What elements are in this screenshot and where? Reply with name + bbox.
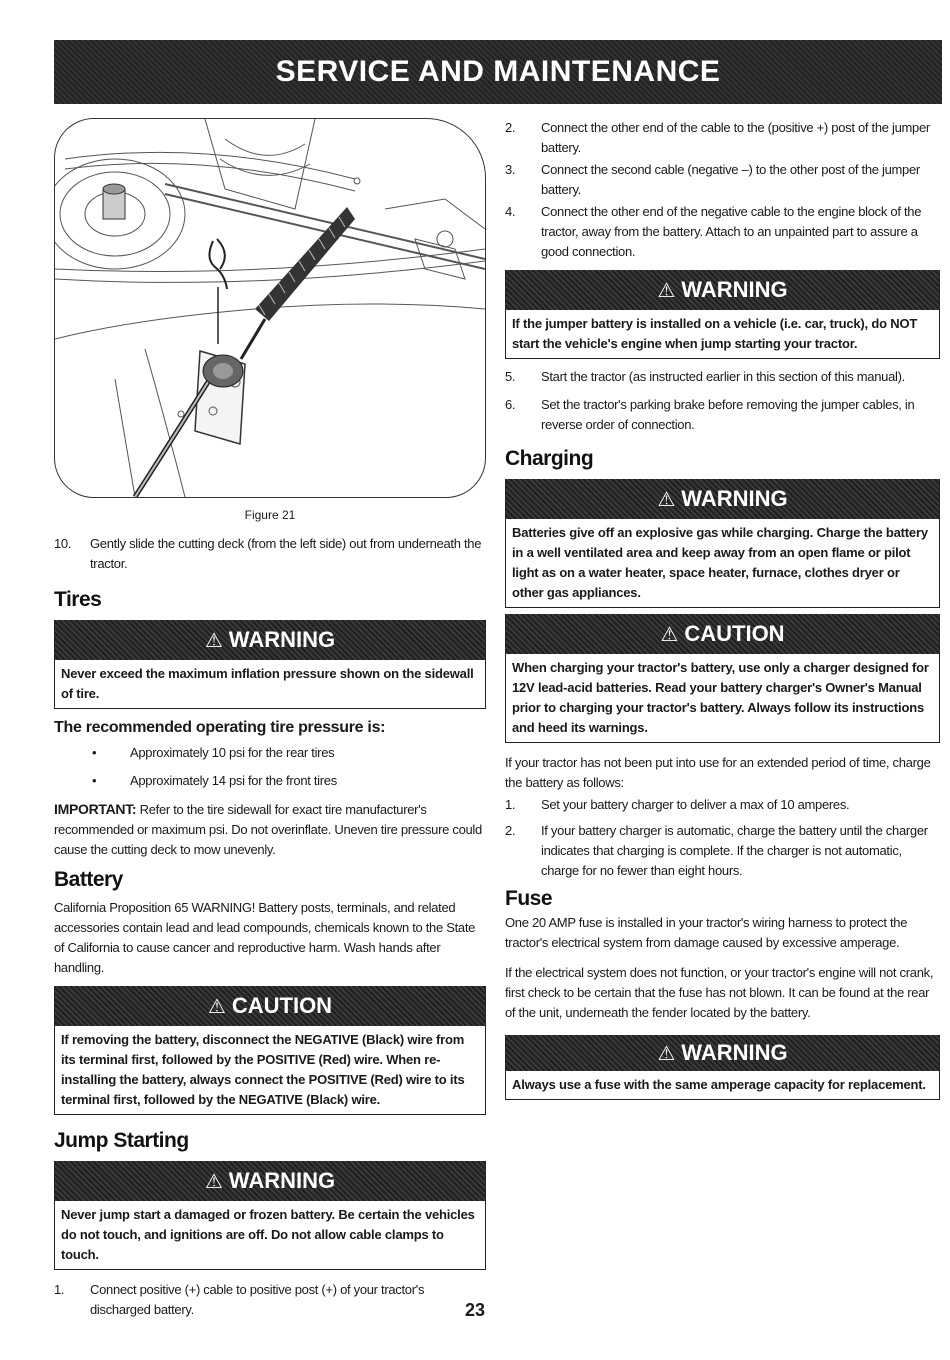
- charging-step-2: [505, 821, 940, 881]
- warning-triangle-icon: ⚠: [204, 1170, 223, 1193]
- figure-caption: Figure 21: [244, 508, 296, 522]
- warning-triangle-icon: ⚠: [660, 623, 679, 646]
- step-number: 1.: [54, 1282, 65, 1297]
- fuse-heading: Fuse: [505, 887, 553, 910]
- warning-header: [55, 620, 485, 660]
- charging-intro: If your tractor has not been put into use for an extended period of time, charge the battery as follows:: [505, 755, 931, 790]
- step-text: Set your battery charger to deliver a max of 10 amperes.: [541, 797, 850, 812]
- step-text: Gently slide the cutting deck (from the left side) out from underneath the tractor.: [90, 536, 482, 571]
- tires-heading: Tires: [54, 588, 102, 611]
- step-number: 3.: [505, 162, 516, 177]
- step-text: If your battery charger is automatic, charge the battery until the charger indicates that charging is complete. If the charger is not automatic, charge for no fewer than eight hours.: [541, 823, 928, 878]
- warning-header: [506, 270, 939, 310]
- list-item-text: Approximately 10 psi for the rear tires: [130, 745, 335, 760]
- warning-header: [506, 1035, 939, 1071]
- warning-triangle-icon: ⚠: [204, 629, 223, 652]
- warning-text: Never exceed the maximum inflation pressure shown on the sidewall of tire.: [61, 666, 474, 701]
- jump-starting-heading: Jump Starting: [54, 1129, 189, 1152]
- warning-triangle-icon: ⚠: [207, 995, 226, 1018]
- caution-header: [55, 986, 485, 1026]
- step-text: Connect the other end of the cable to the (positive +) post of the jumper battery.: [541, 120, 930, 155]
- warning-header: [55, 1161, 485, 1201]
- list-item: [54, 771, 486, 791]
- important-note: [54, 799, 486, 860]
- warning-text: Batteries give off an explosive gas while charging. Charge the battery in a well ventilated area and keep away from an open flame or pilot light as on a water heater, space heater, furnace, clothes dryer or other gas appliances.: [512, 525, 928, 600]
- caution-text: If removing the battery, disconnect the NEGATIVE (Black) wire from its terminal first, followed by the POSITIVE (Red) wire. When re-installing the battery, always connect the POSITIVE (Red) wire to its terminal first, followed by the NEGATIVE (Black) wire.: [61, 1032, 465, 1107]
- caution-text: When charging your tractor's battery, use only a charger designed for 12V lead-acid batteries. Read your battery charger's Owner's Manual prior to charging your tractor's battery. Always follow its instructions and heed its warnings.: [512, 660, 929, 735]
- list-item-text: Approximately 14 psi for the front tires: [130, 773, 337, 788]
- step-number: 2.: [505, 823, 516, 838]
- step-number: 4.: [505, 204, 516, 219]
- warning-label: WARNING: [681, 486, 788, 511]
- step-text: Start the tractor (as instructed earlier in this section of this manual).: [541, 369, 905, 384]
- warning-triangle-icon: ⚠: [657, 1042, 676, 1065]
- jump-step-5: [505, 367, 940, 387]
- step-text: Connect the other end of the negative cable to the engine block of the tractor, away from the battery. Attach to an unpainted part to assure a good connection.: [541, 204, 922, 259]
- left-column: [54, 534, 486, 1320]
- warning-label: WARNING: [228, 1168, 336, 1193]
- tire-pressure-list: [54, 743, 486, 791]
- battery-heading: Battery: [54, 868, 123, 891]
- warning-label: WARNING: [681, 1040, 788, 1065]
- step-text: Connect the second cable (negative –) to the other post of the jumper battery.: [541, 162, 920, 197]
- charging-step-1: [505, 795, 940, 815]
- warning-text: Always use a fuse with the same amperage capacity for replacement.: [512, 1077, 926, 1092]
- step-text: Connect positive (+) cable to positive post (+) of your tractor's discharged battery.: [90, 1282, 425, 1317]
- fuse-warning-box: [505, 1035, 940, 1100]
- page-number: 23: [464, 1300, 486, 1320]
- warning-label: WARNING: [681, 277, 788, 302]
- step-text: Set the tractor's parking brake before removing the jumper cables, in reverse order of connection.: [541, 397, 915, 432]
- battery-caution-box: [54, 986, 486, 1115]
- deck-spring-drawing: [55, 119, 485, 497]
- bullet-dot-icon: •: [92, 745, 97, 760]
- step-number: 2.: [505, 120, 516, 135]
- caution-label: CAUTION: [231, 993, 333, 1018]
- charging-heading: Charging: [505, 447, 594, 470]
- warning-triangle-icon: ⚠: [657, 279, 676, 302]
- list-item: [54, 743, 486, 763]
- section-title: SERVICE AND MAINTENANCE: [275, 55, 721, 88]
- jump-warning-box: [54, 1161, 486, 1270]
- important-label: IMPORTANT:: [54, 801, 137, 817]
- caution-header: [506, 614, 939, 654]
- step-number: 5.: [505, 369, 516, 384]
- step-number: 1.: [505, 797, 516, 812]
- fuse-paragraph-2: If the electrical system does not function, or your tractor's engine will not crank, first check to be certain that the fuse has not blown. It can be found at the rear of the unit, underneath the fender located by the battery.: [505, 965, 934, 1020]
- jump-step-2: [505, 118, 940, 158]
- warning-triangle-icon: ⚠: [657, 488, 676, 511]
- jump-step-6: [505, 395, 940, 435]
- step-number: 10.: [54, 536, 72, 551]
- step-number: 6.: [505, 397, 516, 412]
- bullet-dot-icon: •: [92, 773, 97, 788]
- warning-text: Never jump start a damaged or frozen battery. Be certain the vehicles do not touch, and ignitions are off. Do not allow cable clamps to touch.: [61, 1207, 475, 1262]
- tires-warning-box: [54, 620, 486, 709]
- warning-label: WARNING: [228, 627, 336, 652]
- section-banner: [54, 40, 942, 104]
- jump-step-3: [505, 160, 940, 200]
- step-10: [54, 534, 486, 574]
- jump-step-4: [505, 202, 940, 262]
- warning-text: If the jumper battery is installed on a vehicle (i.e. car, truck), do NOT start the vehicle's engine when jump starting your tractor.: [512, 316, 918, 351]
- figure-21-illustration: [54, 118, 486, 498]
- jumper-vehicle-warning-box: [505, 270, 940, 359]
- charging-caution-box: [505, 614, 940, 743]
- important-text: Refer to the tire sidewall for exact tire manufacturer's recommended or maximum psi. Do not overinflate. Uneven tire pressure could cause the cutting deck to mow unevenly.: [54, 802, 482, 857]
- caution-label: CAUTION: [684, 621, 785, 646]
- battery-prop65-text: California Proposition 65 WARNING! Battery posts, terminals, and related accessories contain lead and lead compounds, chemicals known to the State of California to cause cancer and reproductive harm. Wash hands after handling.: [54, 900, 476, 975]
- charging-warning-box: [505, 479, 940, 608]
- warning-header: [506, 479, 939, 519]
- right-column: [505, 118, 940, 1100]
- fuse-paragraph-1: One 20 AMP fuse is installed in your tractor's wiring harness to protect the tractor's electrical system from damage caused by excessive amperage.: [505, 915, 908, 950]
- tire-pressure-subheading: The recommended operating tire pressure is:: [54, 719, 386, 736]
